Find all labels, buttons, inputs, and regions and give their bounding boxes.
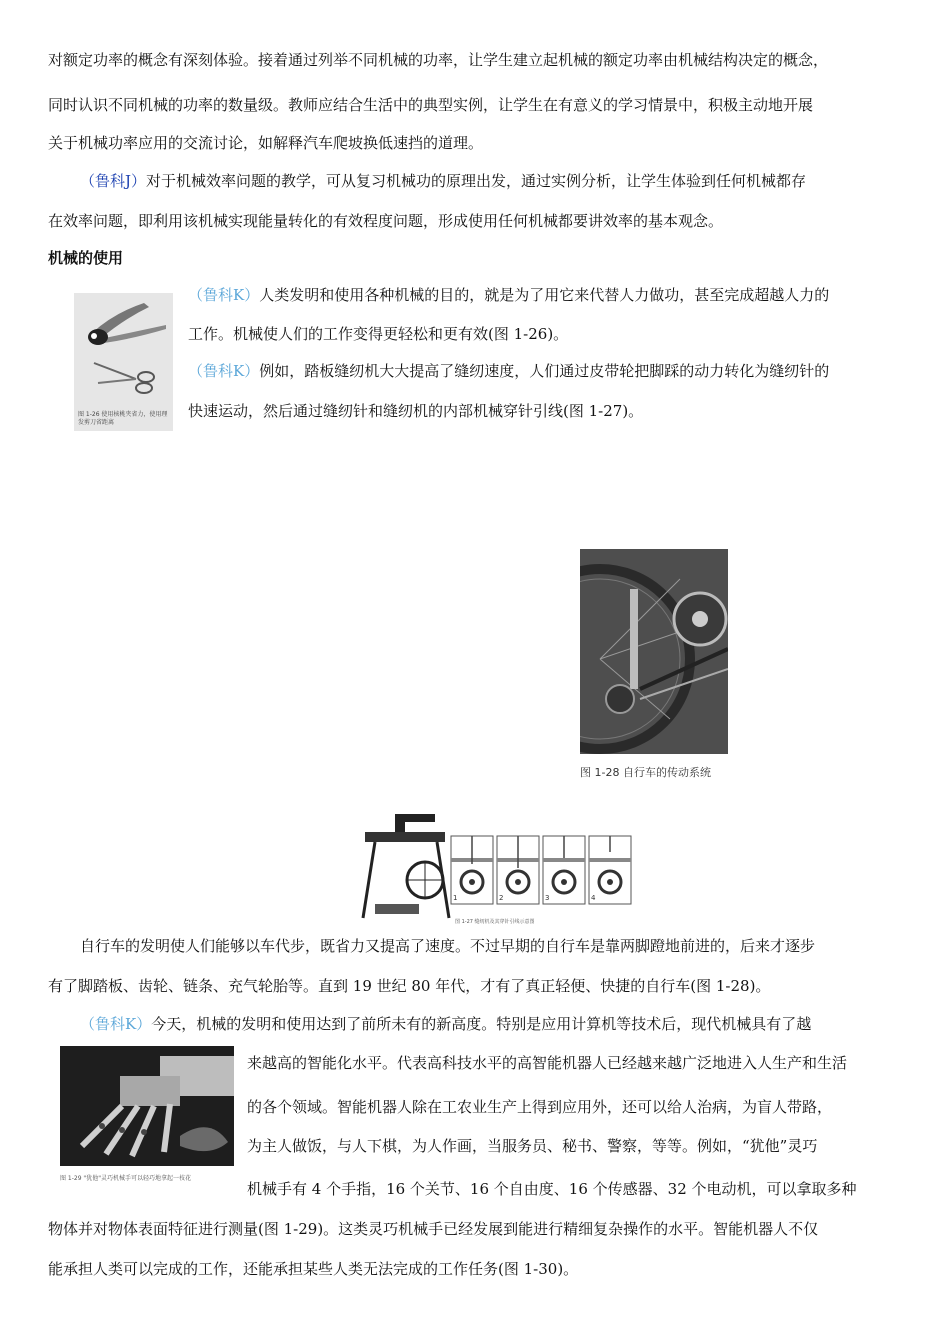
- figure-1-27-caption: 图 1-27 缝纫机及其穿针引线示意图: [455, 919, 535, 925]
- paragraph6-line5: 机械手有 4 个手指，16 个关节、16 个自由度、16 个传感器、32 个电动机，可以拿取多种: [247, 1180, 857, 1198]
- robot-hand-image: [60, 1046, 234, 1166]
- step-label-1: 1: [453, 894, 458, 902]
- paragraph2-text: 对于机械效率问题的教学，可从复习机械功的原理出发，通过实例分析，让学生体验到任何机械都存: [146, 172, 807, 190]
- source-tag: （鲁科K）: [188, 286, 260, 304]
- step-label-3: 3: [545, 894, 550, 902]
- figure-1-26: [74, 293, 173, 431]
- source-tag: （鲁科J）: [80, 172, 147, 190]
- paragraph4-line2: 快速运动，然后通过缝纫针和缝纫机的内部机械穿针引线(图 1-27)。: [188, 402, 644, 420]
- figure-1-29-robot-hand: [60, 1046, 234, 1166]
- paragraph6-line3: 的各个领域。智能机器人除在工农业生产上得到应用外，还可以给人治病，为盲人带路，: [247, 1098, 833, 1116]
- paragraph1-line2: 同时认识不同机械的功率的数量级。教师应结合生活中的典型实例，让学生在有意义的学习情景中，积极主动地开展: [48, 96, 814, 114]
- paragraph5-line2: 有了脚踏板、齿轮、链条、充气轮胎等。直到 19 世纪 80 年代，才有了真正轻便、快捷的自行车(图 1-28)。: [48, 977, 771, 995]
- step-label-4: 4: [591, 894, 596, 902]
- section-heading: 机械的使用: [48, 249, 124, 267]
- paragraph3-line1: [188, 285, 829, 305]
- bicycle-drive-image: [580, 549, 728, 754]
- paragraph4-text: 例如，踏板缝纫机大大提高了缝纫速度，人们通过皮带轮把脚踩的动力转化为缝纫针的: [259, 362, 830, 380]
- paragraph6-line2: 来越高的智能化水平。代表高科技水平的高智能机器人已经越来越广泛地进入人生产和生活: [247, 1054, 848, 1072]
- paragraph6-line6: 物体并对物体表面特征进行测量(图 1-29)。这类灵巧机械手已经发展到能进行精细复杂操作的水平。智能机器人不仅: [48, 1220, 819, 1238]
- paragraph1-line3: 关于机械功率应用的交流讨论，如解释汽车爬坡换低速挡的道理。: [48, 134, 484, 152]
- figure-1-26-caption: 图 1-26 使用核桃夹省力，使用理发剪刀省距离: [78, 411, 168, 426]
- paragraph6-text: 今天，机械的发明和使用达到了前所未有的新高度。特别是应用计算机等技术后，现代机械具有了越: [151, 1015, 812, 1033]
- paragraph5-line1: 自行车的发明使人们能够以车代步，既省力又提高了速度。不过早期的自行车是靠两脚蹬地前进的，后来才逐步: [80, 937, 816, 955]
- figure-1-28-bicycle: [580, 549, 728, 754]
- paragraph1-line1: 对额定功率的概念有深刻体验。接着通过列举不同机械的功率，让学生建立起机械的额定功率由机械结构决定的概念，: [48, 51, 829, 69]
- paragraph6-line7: 能承担人类可以完成的工作，还能承担某些人类无法完成的工作任务(图 1-30)。: [48, 1260, 579, 1278]
- figure-1-29-caption: 图 1-29 "犹他"灵巧机械手可以轻巧地拿起一枝花: [60, 1175, 191, 1182]
- figure-1-27-sewing-machine: [345, 808, 641, 930]
- sewing-machine-image: [345, 808, 641, 930]
- paragraph6-line1: [80, 1014, 811, 1034]
- paragraph3-text: 人类发明和使用各种机械的目的，就是为了用它来代替人力做功，甚至完成超越人力的: [259, 286, 830, 304]
- paragraph2-line1: [80, 171, 806, 191]
- figure-1-28-caption: 图 1-28 自行车的传动系统: [580, 766, 711, 779]
- paragraph6-line4: 为主人做饭，与人下棋，为人作画，当服务员、秘书、警察，等等。例如，“犹他”灵巧: [247, 1137, 818, 1155]
- source-tag: （鲁科K）: [80, 1015, 152, 1033]
- paragraph2-line2: 在效率问题，即利用该机械实现能量转化的有效程度问题，形成使用任何机械都要讲效率的基本观念。: [48, 212, 724, 230]
- paragraph4-line1: [188, 361, 829, 381]
- paragraph3-line2: 工作。机械使人们的工作变得更轻松和更有效(图 1-26)。: [188, 325, 569, 343]
- source-tag: （鲁科K）: [188, 362, 260, 380]
- step-label-2: 2: [499, 894, 504, 902]
